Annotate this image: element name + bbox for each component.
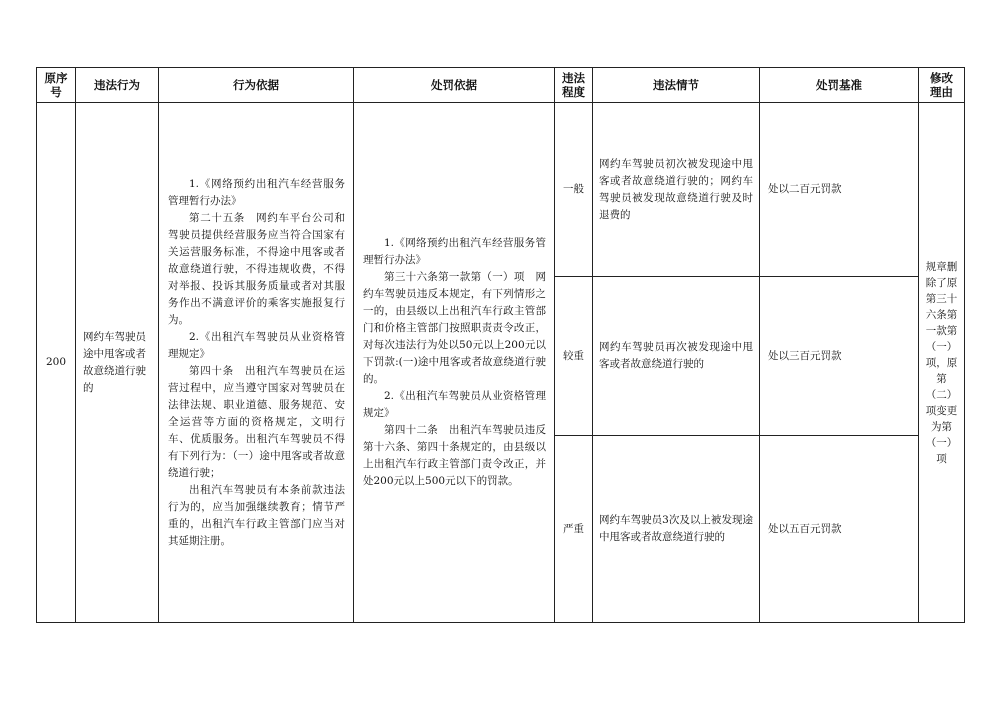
- standard-general: 处以二百元罚款: [760, 103, 919, 277]
- circumstance-serious: 网约车驾驶员再次被发现途中甩客或者故意绕道行驶的: [593, 277, 760, 436]
- standard-serious: 处以三百元罚款: [760, 277, 919, 436]
- act-basis-para: 1.《网络预约出租汽车经营服务管理暂行办法》: [168, 177, 345, 207]
- act-basis-para: 第二十五条 网约车平台公司和驾驶员提供经营服务应当符合国家有关运营服务标准，不得途中甩客或者故意绕道行驶，不得违规收费，不得对举报、投诉其服务质量或者对其服务作出不满意评价的乘客实施报复行为。: [168, 211, 345, 326]
- penalty-standard-table: [36, 67, 965, 623]
- header-act-basis: 行为依据: [159, 68, 354, 103]
- penalty-basis-para: 第四十二条 出租汽车驾驶员违反第十六条、第四十条规定的，由县级以上出租汽车行政主管部门责令改正，并处200元以上500元以下的罚款。: [363, 424, 546, 487]
- table-row: [37, 103, 965, 277]
- header-standard: 处罚基准: [760, 68, 919, 103]
- penalty-basis-para: 1.《网络预约出租汽车经营服务管理暂行办法》: [363, 237, 546, 266]
- act-basis: [159, 103, 354, 623]
- penalty-basis: [354, 103, 555, 623]
- violation-behavior: 网约车驾驶员途中甩客或者故意绕道行驶的: [76, 103, 159, 623]
- header-behavior: 违法行为: [76, 68, 159, 103]
- header-circumstance: 违法情节: [593, 68, 760, 103]
- degree-serious: 较重: [555, 277, 593, 436]
- circumstance-general: 网约车驾驶员初次被发现途中甩客或者故意绕道行驶的；网约车驾驶员被发现故意绕道行驶及时退费的: [593, 103, 760, 277]
- degree-severe: 严重: [555, 436, 593, 623]
- circumstance-severe: 网约车驾驶员3次及以上被发现途中甩客或者故意绕道行驶的: [593, 436, 760, 623]
- header-row: [37, 68, 965, 103]
- act-basis-para: 第四十条 出租汽车驾驶员在运营过程中，应当遵守国家对驾驶员在法律法规、职业道德、服务规范、安全运营等方面的资格规定，文明行车、优质服务。出租汽车驾驶员不得有下列行为：（一）途中甩客或者故意绕道行驶；: [168, 364, 345, 479]
- penalty-basis-para: 第三十六条第一款第（一）项 网约车驾驶员违反本规定，有下列情形之一的，由县级以上出租汽车行政主管部门和价格主管部门按照职责责令改正，对每次违法行为处以50元以上200元以下罚款:(一)途中甩客或者故意绕道行驶的。: [363, 271, 546, 385]
- header-reason: 修改理由: [919, 68, 965, 103]
- header-no: 原序号: [37, 68, 76, 103]
- degree-general: 一般: [555, 103, 593, 277]
- header-penalty-basis: 处罚依据: [354, 68, 555, 103]
- act-basis-para: 2.《出租汽车驾驶员从业资格管理规定》: [168, 330, 345, 360]
- act-basis-para: 出租汽车驾驶员有本条前款违法行为的，应当加强继续教育；情节严重的，出租汽车行政主管部门应当对其延期注册。: [168, 483, 345, 547]
- header-degree: 违法程度: [555, 68, 593, 103]
- standard-severe: 处以五百元罚款: [760, 436, 919, 623]
- penalty-basis-para: 2.《出租汽车驾驶员从业资格管理规定》: [363, 390, 546, 419]
- modification-reason: 规章删除了原第三十六条第一款第（一）项，原第（二）项变更为第（一）项: [919, 103, 965, 623]
- row-number: 200: [37, 103, 76, 623]
